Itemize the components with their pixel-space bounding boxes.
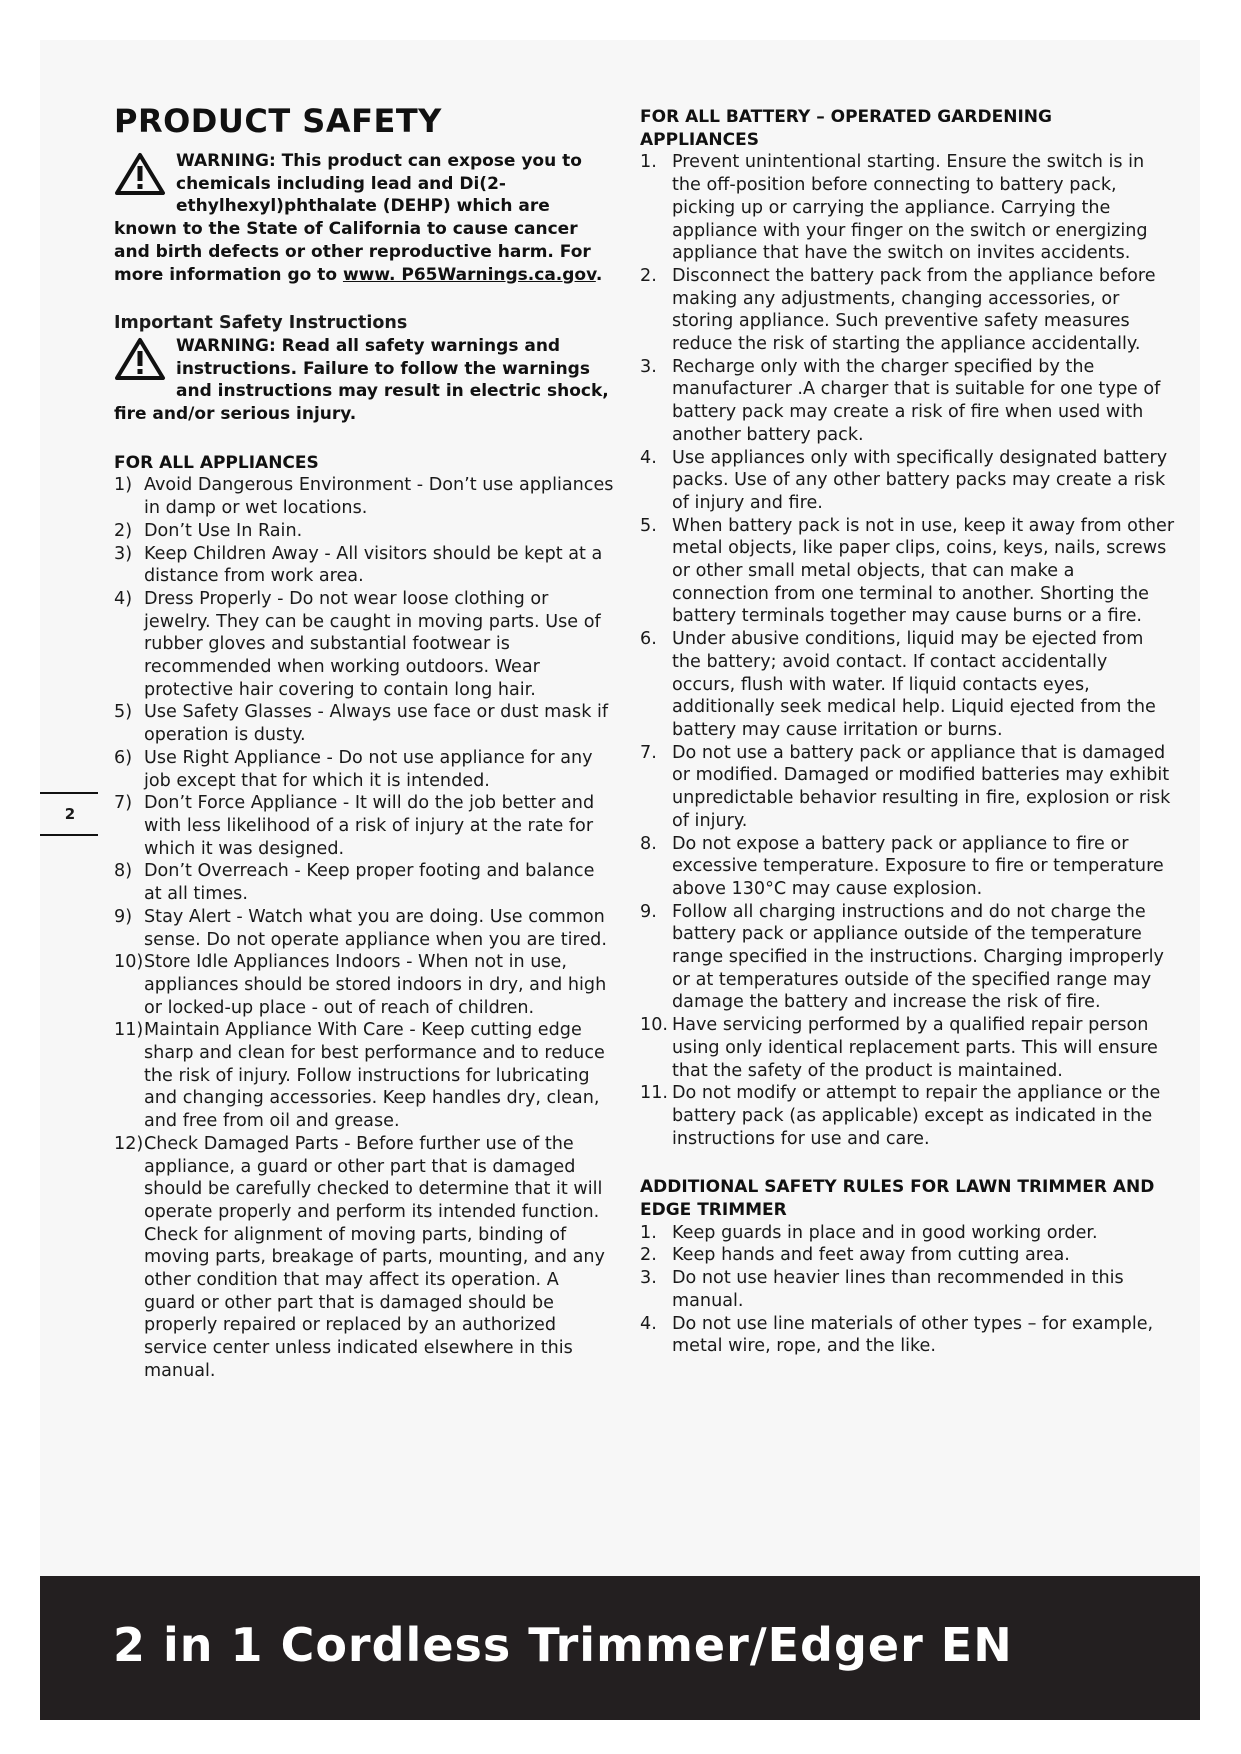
- list-item: 3) Keep Children Away - All visitors should be kept at a distance from work area.: [114, 543, 603, 587]
- trimmer-list: [640, 1222, 1175, 1358]
- page-number-marker: [40, 792, 100, 836]
- prop65-link[interactable]: www. P65Warnings.ca.gov: [342, 264, 596, 285]
- list-item: 11. Do not modify or attempt to repair the appliance or the battery pack (as applicable) except as indicated in the instructions for use and care.: [640, 1083, 1161, 1149]
- list-item: 3. Recharge only with the charger specified by the manufacturer .A charger that is suitable for one type of battery pack may create a risk of fire when used with another battery pack.: [640, 356, 1161, 445]
- section-heading-all-appliances: FOR ALL APPLIANCES: [114, 452, 319, 473]
- divider: [40, 834, 98, 836]
- battery-list: [640, 151, 1175, 1150]
- section-heading-battery: FOR ALL BATTERY – OPERATED GARDENING APPLIANCES: [640, 107, 1052, 150]
- list-item: 5) Use Safety Glasses - Always use face or dust mask if operation is dusty.: [114, 702, 609, 746]
- list-item: 4. Do not use line materials of other types – for example, metal wire, rope, and the like.: [640, 1313, 1154, 1357]
- list-item: 1. Keep guards in place and in good working order.: [640, 1222, 1098, 1243]
- list-item: 6) Use Right Appliance - Do not use appliance for any job except that for which it is intended.: [114, 747, 593, 791]
- prop65-warning: [114, 150, 614, 286]
- warning-triangle-icon: [114, 152, 166, 196]
- warning-triangle-icon: [114, 337, 166, 381]
- list-item: 7. Do not use a battery pack or appliance that is damaged or modified. Damaged or modified batteries may exhibit unpredictable behavior resulting in fire, explosion or risk of injury.: [640, 742, 1171, 831]
- list-item: 9) Stay Alert - Watch what you are doing. Use common sense. Do not operate appliance when you are tired.: [114, 906, 607, 950]
- divider: [40, 792, 98, 794]
- prop65-period: .: [595, 264, 603, 285]
- list-item: 4. Use appliances only with specifically designated battery packs. Use of any other battery packs may create a risk of injury and fire.: [640, 447, 1168, 513]
- list-item: 7) Don’t Force Appliance - It will do the job better and with less likelihood of a risk of injury at the rate for which it was designed.: [114, 793, 595, 859]
- general-warning: [114, 335, 614, 426]
- list-item: 2. Disconnect the battery pack from the appliance before making any adjustments, changing accessories, or storing appliance. Such preventive safety measures reduce the risk of starting the appliance accidentally.: [640, 265, 1156, 355]
- list-item: 12) Check Damaged Parts - Before further use of the appliance, a guard or other part that is damaged should be carefully checked to determine that it will operate properly and perform its intended function. Check for alignment of moving parts, binding of moving parts, breakage of parts, mounting, and any other condition that may affect its operation. A guard or other part that is damaged should be properly repaired or replaced by an authorized service center unless indicated elsewhere in this manual.: [114, 1133, 605, 1381]
- list-item: 1) Avoid Dangerous Environment - Don’t use appliances in damp or wet locations.: [114, 475, 614, 519]
- list-item: 5. When battery pack is not in use, keep it away from other metal objects, like paper clips, coins, keys, nails, screws or other small metal objects, that can make a connection from one terminal to another. Shorting the battery terminals together may cause burns or a fire.: [640, 515, 1175, 627]
- prop65-text: WARNING: This product can expose you to chemicals including lead and Di(2-ethylhexyl)phthalate (DEHP) which are known to the State of California to cause cancer and birth defects or other reproductive harm. For more information go to: [114, 151, 591, 285]
- list-item: 11) Maintain Appliance With Care - Keep cutting edge sharp and clean for best performance and to reduce the risk of injury. Follow instructions for lubricating and changing accessories. Keep handles dry, clean, and free from oil and grease.: [114, 1020, 605, 1132]
- page-number: 2: [64, 805, 76, 823]
- list-item: 4) Dress Properly - Do not wear loose clothing or jewelry. They can be caught in moving parts. Use of rubber gloves and substantial footwear is recommended when working outdoors. Wear protective hair covering to contain long hair.: [114, 588, 601, 700]
- list-item: 6. Under abusive conditions, liquid may be ejected from the battery; avoid contact. If contact accidentally occurs, flush with water. If liquid contacts eyes, additionally seek medical help. Liquid ejected from the battery may cause irritation or burns.: [640, 629, 1156, 740]
- page-title: PRODUCT SAFETY: [114, 102, 442, 140]
- section-heading-trimmer: ADDITIONAL SAFETY RULES FOR LAWN TRIMMER AND EDGE TRIMMER: [640, 1177, 1155, 1221]
- all-appliances-list: [114, 474, 614, 1382]
- footer-banner: [40, 1576, 1200, 1720]
- list-item: 10. Have servicing performed by a qualified repair person using only identical replacement parts. This will ensure that the safety of the product is maintained.: [640, 1015, 1158, 1081]
- important-safety-heading: Important Safety Instructions: [114, 313, 408, 334]
- manual-page: [40, 40, 1200, 1720]
- general-warning-text: WARNING: Read all safety warnings and instructions. Failure to follow the warnings and instructions may result in electric shock, fire and/or serious injury.: [114, 335, 609, 425]
- list-item: 8) Don’t Overreach - Keep proper footing and balance at all times.: [114, 861, 595, 905]
- list-item: 9. Follow all charging instructions and do not charge the battery pack or appliance outside of the temperature range specified in the instructions. Charging improperly or at temperatures outside of the specified range may damage the battery and increase the risk of fire.: [640, 901, 1164, 1013]
- list-item: 2) Don’t Use In Rain.: [114, 520, 303, 541]
- list-item: 1. Prevent unintentional starting. Ensure the switch is in the off-position before connecting to battery pack, picking up or carrying the appliance. Carrying the appliance with your finger on the switch or energizing appliance that have the switch on invites accidents.: [640, 152, 1148, 264]
- list-item: 10) Store Idle Appliances Indoors - When not in use, appliances should be stored indoors in dry, and high or locked-up place - out of reach of children.: [114, 952, 607, 1018]
- list-item: 8. Do not expose a battery pack or appliance to fire or excessive temperature. Exposure to fire or temperature above 130°C may cause explosion.: [640, 833, 1164, 899]
- list-item: 3. Do not use heavier lines than recommended in this manual.: [640, 1268, 1124, 1311]
- left-column: [114, 102, 614, 1383]
- right-column: [640, 106, 1175, 1358]
- list-item: 2. Keep hands and feet away from cutting area.: [640, 1245, 1070, 1266]
- footer-title: 2 in 1 Cordless Trimmer/Edger EN: [113, 1618, 1013, 1672]
